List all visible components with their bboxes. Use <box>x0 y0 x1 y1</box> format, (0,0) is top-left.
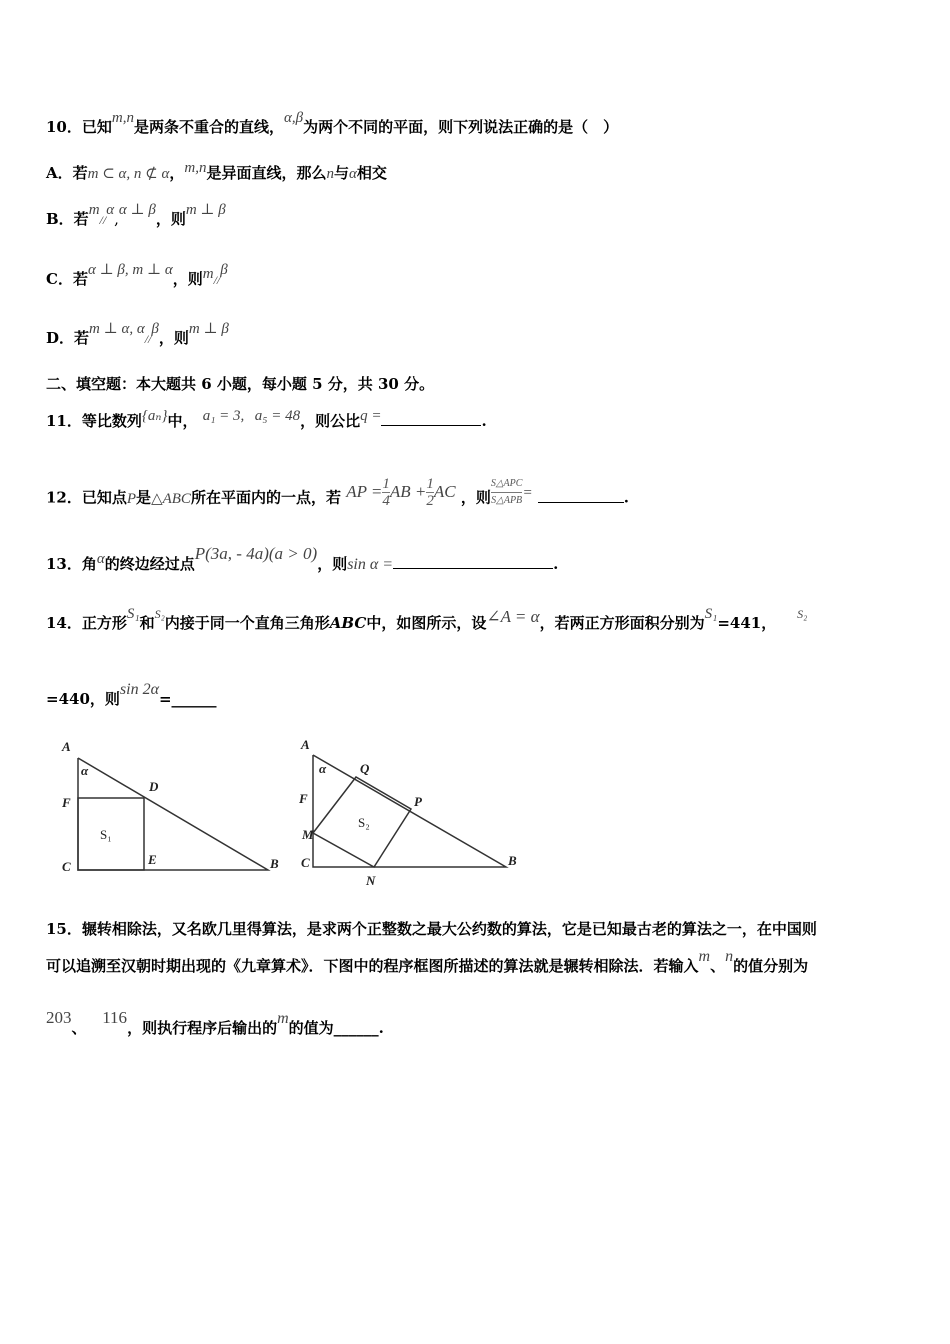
fig2-label-p: P <box>414 794 422 809</box>
fig1-label-f: F <box>62 795 71 810</box>
fig1-label-c: C <box>62 859 71 874</box>
fig1-label-e: E <box>148 852 157 867</box>
q10-stem: 10．已知m,n是两条不重合的直线，α,β为两个不同的平面，则下列说法正确的是（ ） <box>46 110 619 136</box>
q11: 11．等比数列{aₙ}中， a₁ = 3, a₅ = 48，则公比q = . <box>46 408 487 430</box>
fig1-label-b: B <box>270 856 279 871</box>
q14-line2: =440，则sin 2α=______ <box>46 681 217 708</box>
fig1-triangle <box>78 758 268 870</box>
q15-line3: 203、 116，则执行程序后输出的m的值为______. <box>46 1008 384 1037</box>
q10-option-d: D．若m ⊥ α, α//β，则m ⊥ β <box>46 321 229 347</box>
fig2-label-q: Q <box>360 761 370 776</box>
section-2-title: 二、填空题：本大题共 6 小题，每小题 5 分，共 30 分。 <box>46 375 435 393</box>
fig1-label-d: D <box>149 779 159 794</box>
fig2-label-f: F <box>299 791 308 806</box>
figure-1 <box>52 735 292 880</box>
fig2-label-s2: S₂ <box>358 815 370 830</box>
figure-2 <box>296 733 526 893</box>
q15-line1: 15．辗转相除法，又名欧几里得算法，是求两个正整数之最大公约数的算法，它是已知最古老的算法之一，在中国则 <box>46 920 817 938</box>
fig1-label-alpha: α <box>81 763 89 778</box>
q15-line2: 可以追溯至汉朝时期出现的《九章算术》．下图中的程序框图所描述的算法就是辗转相除法．若输入m、n的值分别为 <box>46 948 809 975</box>
q13: 13．角α的终边经过点P(3a, - 4a)(a > 0)，则sin α = . <box>46 544 559 573</box>
fig2-label-a: A <box>301 737 310 752</box>
fig2-label-b: B <box>508 853 517 868</box>
q12: 12．已知点P是△ABC所在平面内的一点，若 AP = $\frac{1}{4}$ AB + $\frac{1}{2}$ AC ，则 $\frac{\text{S△APC}}{\text{S△APB}}$ = . <box>46 476 630 509</box>
q10-option-b: B．若m//α,α ⊥ β，则m ⊥ β <box>46 202 226 228</box>
q10-option-a: A．若m ⊂ α, n ⊄ α，m,n是异面直线，那么n与α相交 <box>46 160 387 182</box>
fig2-label-alpha: α <box>319 761 327 776</box>
fig1-label-a: A <box>62 739 71 754</box>
fig2-label-m: M <box>302 827 314 842</box>
q10-option-c: C．若α ⊥ β, m ⊥ α，则m//β <box>46 262 228 288</box>
fig2-label-c: C <box>301 855 310 870</box>
fig1-label-s1: S₁ <box>100 827 112 842</box>
q14-line1: 14．正方形S₁和$^{S_2}$内接于同一个直角三角形ABC中，如图所示，设∠A = α，若两正方形面积分别为S₁=441， $^{S_2}$ <box>46 606 808 632</box>
fig2-label-n: N <box>366 873 376 888</box>
